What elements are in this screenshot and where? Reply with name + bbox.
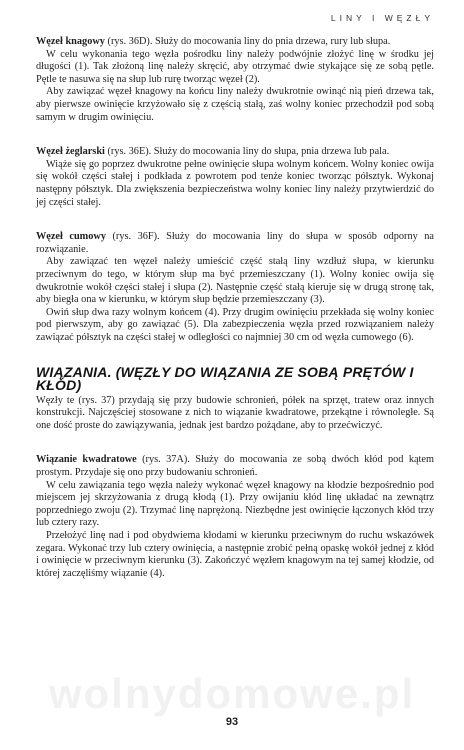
section-intro: Wiązanie kwadratowe (rys. 37A). Służy do mocowania ze sobą dwóch kłód pod kątem prostym. Przydaje się ono przy budowaniu schronień.: [36, 454, 434, 479]
section-intro: Węzeł cumowy (rys. 36F). Służy do mocowania liny do słupa w sposób odporny na rozwiązanie.: [36, 231, 434, 255]
paragraph: Aby zawiązać węzeł knagowy na końcu liny należy dwukrotnie owinąć nią pień drzewa tak, aby pierwsze owinięcie krzyżowało się z częścią stałą, zaś wolny koniec przechodził pod sobą samym w drugim owinięciu.: [36, 86, 434, 123]
section-title: Węzeł żeglarski: [36, 146, 105, 158]
watermark: wolnydomowe.pl: [48, 670, 416, 717]
section-wezel-zeglarski: [36, 146, 434, 209]
paragraph: W celu wykonania tego węzła pośrodku liny należy podwójnie złożyć linę w środku jej długości (1). Tak złożoną linę należy skręcić, aby otrzymać dwie stykające się ze sobą pętle. Pętle te nasuwa się na słup lub rurę tworząc węzeł (2).: [36, 48, 434, 85]
section-wezel-cumowy: [36, 231, 434, 344]
section-wiazanie-kwadratowe: [36, 454, 434, 580]
section-intro: Węzeł żeglarski (rys. 36E). Służy do mocowania liny do słupa, pnia drzewa lub pala.: [36, 146, 390, 158]
section-title: Węzeł cumowy: [36, 231, 106, 243]
running-head: LINY I WĘZŁY: [330, 13, 434, 23]
page-number: 93: [225, 716, 239, 728]
paragraph: Węzły te (rys. 37) przydają się przy budowie schronień, półek na sprzęt, tratew oraz innych konstrukcji. Najczęściej stosowane z nich to wiązanie kwadratowe, przekątne i równoległe. Są one dość proste do zawiązywania, jednak jest bardzo pożądane, aby to przećwiczyć.: [36, 394, 434, 431]
paragraph: Aby zawiązać ten węzeł należy umieścić część stałą liny wzdłuż słupa, w kierunku przeciwnym do tego, w którym słup ma być przemieszczany (1). Wolny koniec owija się dwukrotnie wokół części stałej i słupa (2). Następnie część stałą kieruje się w drugą stronę tak, aby biegła ona w kierunku, w którym słup będzie przemieszczany (3).: [36, 256, 434, 306]
section-wezel-knagowy: [36, 36, 434, 124]
section-title: Węzeł knagowy: [36, 36, 105, 47]
paragraph: Wiąże się go poprzez dwukrotne pełne owinięcie słupa wolnym końcem. Wolny koniec owija się wokół części stałej i podkłada z powrotem pod tenże koniec tworząc półsztyk. Wykonaj następny półsztyk. Dla zwiększenia bezpieczeństwa wolny koniec liny należy przytwierdzić do jej części stałej.: [36, 158, 434, 208]
paragraph: Owiń słup dwa razy wolnym końcem (4). Przy drugim owinięciu przekłada się wolny koniec pod pierwszym, aby go zawiązać (5). Dla zabezpieczenia węzła przed rozwiązaniem należy zawiązać półsztyk na części stałej w odległości co najmniej 30 cm od węzła cumowego (6).: [36, 306, 434, 343]
paragraph: Przełożyć linę nad i pod obydwiema kłodami w kierunku przeciwnym do ruchu wskazówek zegara. Wykonać trzy lub cztery owinięcia, a następnie zrobić pełną opaskę wokół jednej z kłód i owinięcie w przeciwnym kierunku (3). Zakończyć węzłem knagowym na tej samej kłodzie, od której zaczęliśmy wiązanie (4).: [36, 530, 434, 579]
section-intro: Węzeł knagowy (rys. 36D). Służy do mocowania liny do pnia drzewa, rury lub słupa.: [36, 36, 391, 47]
page-content: [36, 36, 434, 602]
section-title: Wiązanie kwadratowe: [36, 454, 137, 466]
section-wiazania: [36, 366, 434, 432]
paragraph: W celu zawiązania tego węzła należy wykonać węzeł knagowy na kłodzie bezpośrednio pod miejscem jej skrzyżowania z drugą kłodą (1). Przy owijaniu kłód linę układać na zewnątrz poprzedniego zwoju (2). Trzymać linę naprężoną. Niezbędne jest owinięcie łączonych kłód trzy lub cztery razy.: [36, 479, 434, 529]
section-heading: WIĄZANIA. (WĘZŁY DO WIĄZANIA ZE SOBĄ PRĘTÓW I KŁÓD): [36, 364, 414, 394]
